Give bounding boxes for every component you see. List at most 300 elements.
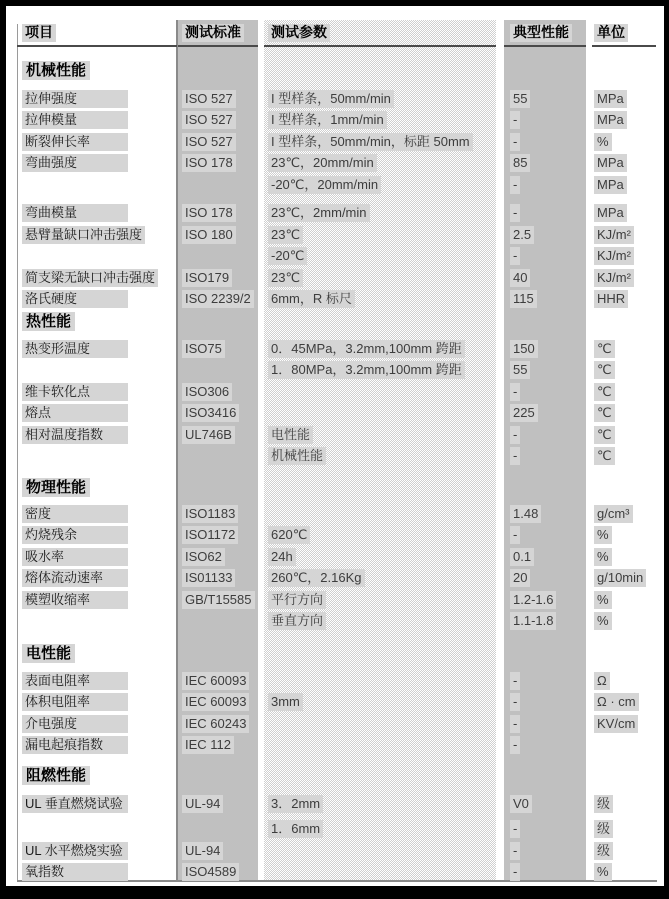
cell-param [268, 611, 498, 633]
value-label: - [510, 842, 520, 860]
cell-item [22, 360, 174, 382]
cell-param [268, 862, 498, 884]
unit-label: MPa [594, 111, 627, 129]
cell-standard [182, 110, 256, 132]
cell-value [510, 713, 582, 735]
value-label: V0 [510, 795, 532, 813]
table-row [0, 110, 669, 132]
cell-unit [594, 203, 656, 225]
item-label: 熔体流动速率 [22, 569, 128, 587]
cell-item [22, 793, 174, 815]
table-row [0, 692, 669, 714]
section-rows-thermal [0, 338, 669, 467]
header-underline [592, 45, 656, 47]
cell-value [510, 338, 582, 360]
unit-label: 级 [594, 795, 613, 813]
cell-item [22, 446, 174, 468]
cell-item [22, 224, 174, 246]
section-header-physical [22, 475, 90, 499]
standard-label: ISO 2239/2 [182, 290, 254, 308]
cell-unit [594, 360, 656, 382]
cell-item [22, 153, 174, 175]
param-label: I 型样条，1mm/min [268, 111, 387, 129]
value-label: 55 [510, 361, 530, 379]
cell-value [510, 525, 582, 547]
table-row [0, 670, 669, 692]
table-row [0, 360, 669, 382]
cell-value [510, 819, 582, 841]
cell-item [22, 503, 174, 525]
cell-value [510, 546, 582, 568]
value-label: 225 [510, 404, 538, 422]
cell-value [510, 174, 582, 196]
standard-label: ISO3416 [182, 404, 239, 422]
table-row [0, 446, 669, 468]
cell-item [22, 267, 174, 289]
table-row [0, 819, 669, 841]
cell-unit [594, 568, 656, 590]
standard-label: ISO62 [182, 548, 225, 566]
cell-unit [594, 381, 656, 403]
header-underline [504, 45, 586, 47]
param-label: -20℃，20mm/min [268, 176, 381, 194]
value-label: - [510, 672, 520, 690]
cell-unit [594, 525, 656, 547]
param-label: 6mm，R 标尺 [268, 290, 355, 308]
standard-label: IEC 60093 [182, 693, 249, 711]
param-label: 23℃ [268, 226, 303, 244]
item-label: 熔点 [22, 404, 128, 422]
cell-standard [182, 568, 256, 590]
item-label: 拉伸模量 [22, 111, 128, 129]
table-row [0, 735, 669, 757]
section-title: 电性能 [22, 644, 75, 663]
section-rows-mechanical [0, 88, 669, 310]
cell-standard [182, 153, 256, 175]
value-label: 40 [510, 269, 530, 287]
value-label: 115 [510, 290, 537, 308]
cell-unit [594, 793, 656, 815]
cell-value [510, 446, 582, 468]
unit-label: g/cm³ [594, 505, 633, 523]
value-label: - [510, 526, 520, 544]
cell-item [22, 381, 174, 403]
cell-unit [594, 446, 656, 468]
cell-standard [182, 88, 256, 110]
cell-standard [182, 503, 256, 525]
value-label: - [510, 447, 520, 465]
section-rows-physical [0, 503, 669, 632]
cell-unit [594, 862, 656, 884]
item-label: 简支梁无缺口冲击强度 [22, 269, 158, 287]
item-label: 悬臂量缺口冲击强度 [22, 226, 145, 244]
section-title: 热性能 [22, 312, 75, 331]
item-label: 热变形温度 [22, 340, 128, 358]
frame-right [664, 0, 669, 899]
cell-value [510, 862, 582, 884]
section-header-mechanical [22, 58, 90, 82]
standard-label: GB/T15585 [182, 591, 255, 609]
param-label: 1．6mm [268, 820, 323, 838]
cell-param [268, 446, 498, 468]
cell-item [22, 338, 174, 360]
cell-standard [182, 267, 256, 289]
table-row [0, 246, 669, 268]
cell-unit [594, 424, 656, 446]
value-label: - [510, 863, 520, 881]
cell-unit [594, 503, 656, 525]
param-label: 23℃，2mm/min [268, 204, 370, 222]
standard-label: ISO 178 [182, 204, 236, 222]
table-row [0, 174, 669, 196]
item-label: 体积电阻率 [22, 693, 128, 711]
header-cell-unit [594, 20, 656, 45]
cell-param [268, 174, 498, 196]
cell-standard [182, 793, 256, 815]
cell-value [510, 224, 582, 246]
cell-item [22, 403, 174, 425]
cell-item [22, 424, 174, 446]
cell-item [22, 713, 174, 735]
unit-label: MPa [594, 154, 627, 172]
standard-label: IEC 112 [182, 736, 234, 754]
standard-label: ISO 180 [182, 226, 236, 244]
item-label: 弯曲强度 [22, 154, 128, 172]
value-label: - [510, 715, 520, 733]
header-standard-label: 测试标准 [182, 24, 244, 42]
param-label: 260℃，2.16Kg [268, 569, 365, 587]
cell-unit [594, 267, 656, 289]
cell-item [22, 840, 174, 862]
cell-item [22, 203, 174, 225]
cell-param [268, 546, 498, 568]
section-title: 机械性能 [22, 61, 90, 80]
cell-unit [594, 110, 656, 132]
table-row [0, 713, 669, 735]
cell-standard [182, 862, 256, 884]
cell-value [510, 131, 582, 153]
table-row [0, 503, 669, 525]
row-spacer [0, 196, 669, 203]
value-label: - [510, 204, 520, 222]
value-label: 1.2-1.6 [510, 591, 556, 609]
param-label: I 型样条，50mm/min，标距 50mm [268, 133, 473, 151]
item-label: 相对温度指数 [22, 426, 128, 444]
param-label: 机械性能 [268, 447, 326, 465]
cell-param [268, 840, 498, 862]
unit-label: ℃ [594, 404, 615, 422]
param-label: 23℃ [268, 269, 303, 287]
item-label: 漏电起痕指数 [22, 736, 128, 754]
header-row [0, 20, 669, 45]
standard-label: ISO4589 [182, 863, 239, 881]
standard-label: ISO 527 [182, 133, 236, 151]
cell-item [22, 735, 174, 757]
cell-param [268, 203, 498, 225]
standard-label: ISO75 [182, 340, 225, 358]
cell-unit [594, 670, 656, 692]
cell-param [268, 338, 498, 360]
unit-label: MPa [594, 204, 627, 222]
unit-label: Ω · cm [594, 693, 639, 711]
table-row [0, 88, 669, 110]
cell-standard [182, 589, 256, 611]
value-label: 55 [510, 90, 530, 108]
cell-param [268, 670, 498, 692]
cell-standard [182, 611, 256, 633]
table-row [0, 525, 669, 547]
cell-value [510, 267, 582, 289]
cell-standard [182, 381, 256, 403]
cell-value [510, 424, 582, 446]
frame-top [0, 0, 669, 6]
table-row [0, 862, 669, 884]
param-label: 24h [268, 548, 296, 566]
cell-param [268, 110, 498, 132]
header-item-label: 项目 [22, 24, 56, 42]
unit-label: ℃ [594, 447, 615, 465]
header-underline [264, 45, 496, 47]
value-label: - [510, 426, 520, 444]
cell-unit [594, 589, 656, 611]
value-label: 150 [510, 340, 538, 358]
item-label: 维卡软化点 [22, 383, 128, 401]
cell-value [510, 611, 582, 633]
value-label: - [510, 693, 520, 711]
item-label: UL 水平燃烧实验 [22, 842, 128, 860]
standard-label: UL-94 [182, 795, 223, 813]
unit-label: 级 [594, 842, 613, 860]
param-label: 电性能 [268, 426, 313, 444]
cell-unit [594, 735, 656, 757]
cell-unit [594, 88, 656, 110]
unit-label: g/10min [594, 569, 646, 587]
cell-standard [182, 360, 256, 382]
cell-param [268, 568, 498, 590]
cell-standard [182, 338, 256, 360]
item-label: 表面电阻率 [22, 672, 128, 690]
value-label: 1.1-1.8 [510, 612, 556, 630]
cell-standard [182, 525, 256, 547]
param-label: 1．80MPa，3.2mm,100mm 跨距 [268, 361, 465, 379]
unit-label: % [594, 548, 612, 566]
cell-value [510, 403, 582, 425]
header-underline [17, 45, 177, 47]
unit-label: % [594, 133, 612, 151]
standard-label: ISO1183 [182, 505, 238, 523]
cell-item [22, 670, 174, 692]
cell-standard [182, 670, 256, 692]
table-row [0, 568, 669, 590]
value-label: 1.48 [510, 505, 541, 523]
unit-label: MPa [594, 90, 627, 108]
cell-param [268, 503, 498, 525]
cell-value [510, 381, 582, 403]
cell-value [510, 670, 582, 692]
unit-label: ℃ [594, 340, 615, 358]
param-label: -20℃ [268, 247, 307, 265]
param-label: 3mm [268, 693, 303, 711]
value-label: - [510, 736, 520, 754]
cell-standard [182, 446, 256, 468]
cell-item [22, 131, 174, 153]
table-row [0, 403, 669, 425]
cell-unit [594, 611, 656, 633]
standard-label: ISO306 [182, 383, 232, 401]
value-label: 85 [510, 154, 530, 172]
cell-standard [182, 819, 256, 841]
param-label: 0．45MPa，3.2mm,100mm 跨距 [268, 340, 465, 358]
cell-value [510, 589, 582, 611]
cell-param [268, 692, 498, 714]
cell-param [268, 525, 498, 547]
cell-item [22, 546, 174, 568]
cell-item [22, 525, 174, 547]
header-unit-label: 单位 [594, 24, 628, 42]
cell-unit [594, 713, 656, 735]
section-header-thermal [22, 309, 75, 333]
item-label: 弯曲模量 [22, 204, 128, 222]
standard-label: ISO 178 [182, 154, 236, 172]
standard-label: IEC 60243 [182, 715, 249, 733]
header-cell-param [268, 20, 498, 45]
cell-value [510, 88, 582, 110]
cell-param [268, 403, 498, 425]
table-row [0, 840, 669, 862]
value-label: 2.5 [510, 226, 534, 244]
item-label: 灼烧残余 [22, 526, 128, 544]
cell-standard [182, 289, 256, 311]
cell-item [22, 246, 174, 268]
header-typical-label: 典型性能 [510, 24, 572, 42]
cell-unit [594, 546, 656, 568]
cell-param [268, 819, 498, 841]
cell-item [22, 862, 174, 884]
param-label: 3．2mm [268, 795, 323, 813]
cell-value [510, 793, 582, 815]
table-row [0, 546, 669, 568]
cell-param [268, 153, 498, 175]
cell-unit [594, 174, 656, 196]
cell-item [22, 692, 174, 714]
value-label: - [510, 383, 520, 401]
unit-label: MPa [594, 176, 627, 194]
standard-label: UL746B [182, 426, 235, 444]
cell-item [22, 88, 174, 110]
cell-param [268, 88, 498, 110]
table-row [0, 793, 669, 815]
item-label: 模塑收缩率 [22, 591, 128, 609]
header-param-label: 测试参数 [268, 24, 330, 42]
cell-value [510, 735, 582, 757]
item-label: UL 垂直燃烧试验 [22, 795, 128, 813]
cell-standard [182, 403, 256, 425]
cell-unit [594, 131, 656, 153]
item-label: 介电强度 [22, 715, 128, 733]
value-label: - [510, 111, 520, 129]
cell-unit [594, 224, 656, 246]
cell-item [22, 568, 174, 590]
item-label: 洛氏硬度 [22, 290, 128, 308]
unit-label: % [594, 863, 612, 881]
item-label: 氧指数 [22, 863, 128, 881]
table-row [0, 224, 669, 246]
cell-item [22, 174, 174, 196]
value-label: - [510, 820, 520, 838]
cell-param [268, 793, 498, 815]
table-row [0, 589, 669, 611]
cell-unit [594, 246, 656, 268]
value-label: 0.1 [510, 548, 534, 566]
cell-item [22, 611, 174, 633]
unit-label: Ω [594, 672, 610, 690]
value-label: - [510, 247, 520, 265]
cell-param [268, 589, 498, 611]
cell-standard [182, 692, 256, 714]
cell-unit [594, 819, 656, 841]
cell-unit [594, 692, 656, 714]
unit-label: % [594, 526, 612, 544]
standard-label: IEC 60093 [182, 672, 249, 690]
item-label: 拉伸强度 [22, 90, 128, 108]
section-header-electrical [22, 641, 75, 665]
standard-label: ISO179 [182, 269, 232, 287]
section-title: 物理性能 [22, 478, 90, 497]
cell-value [510, 289, 582, 311]
item-label: 断裂伸长率 [22, 133, 128, 151]
cell-param [268, 224, 498, 246]
value-label: - [510, 176, 520, 194]
cell-param [268, 246, 498, 268]
cell-standard [182, 735, 256, 757]
cell-standard [182, 424, 256, 446]
table-row [0, 131, 669, 153]
unit-label: ℃ [594, 426, 615, 444]
table-row [0, 203, 669, 225]
unit-label: % [594, 612, 612, 630]
cell-item [22, 289, 174, 311]
param-label: 23℃，20mm/min [268, 154, 377, 172]
header-cell-standard [182, 20, 256, 45]
param-label: 620℃ [268, 526, 310, 544]
cell-item [22, 110, 174, 132]
cell-value [510, 153, 582, 175]
cell-param [268, 735, 498, 757]
unit-label: ℃ [594, 383, 615, 401]
cell-value [510, 203, 582, 225]
cell-standard [182, 246, 256, 268]
unit-label: % [594, 591, 612, 609]
cell-standard [182, 174, 256, 196]
table-row [0, 267, 669, 289]
table-row [0, 424, 669, 446]
cell-unit [594, 338, 656, 360]
cell-unit [594, 840, 656, 862]
unit-label: ℃ [594, 361, 615, 379]
cell-standard [182, 224, 256, 246]
section-header-flammability [22, 763, 90, 787]
cell-param [268, 131, 498, 153]
standard-label: UL-94 [182, 842, 223, 860]
table-row [0, 611, 669, 633]
cell-standard [182, 203, 256, 225]
value-label: 20 [510, 569, 530, 587]
cell-item [22, 589, 174, 611]
header-cell-typical [510, 20, 582, 45]
param-label: 平行方向 [268, 591, 326, 609]
item-label: 吸水率 [22, 548, 128, 566]
header-underline [178, 45, 258, 47]
